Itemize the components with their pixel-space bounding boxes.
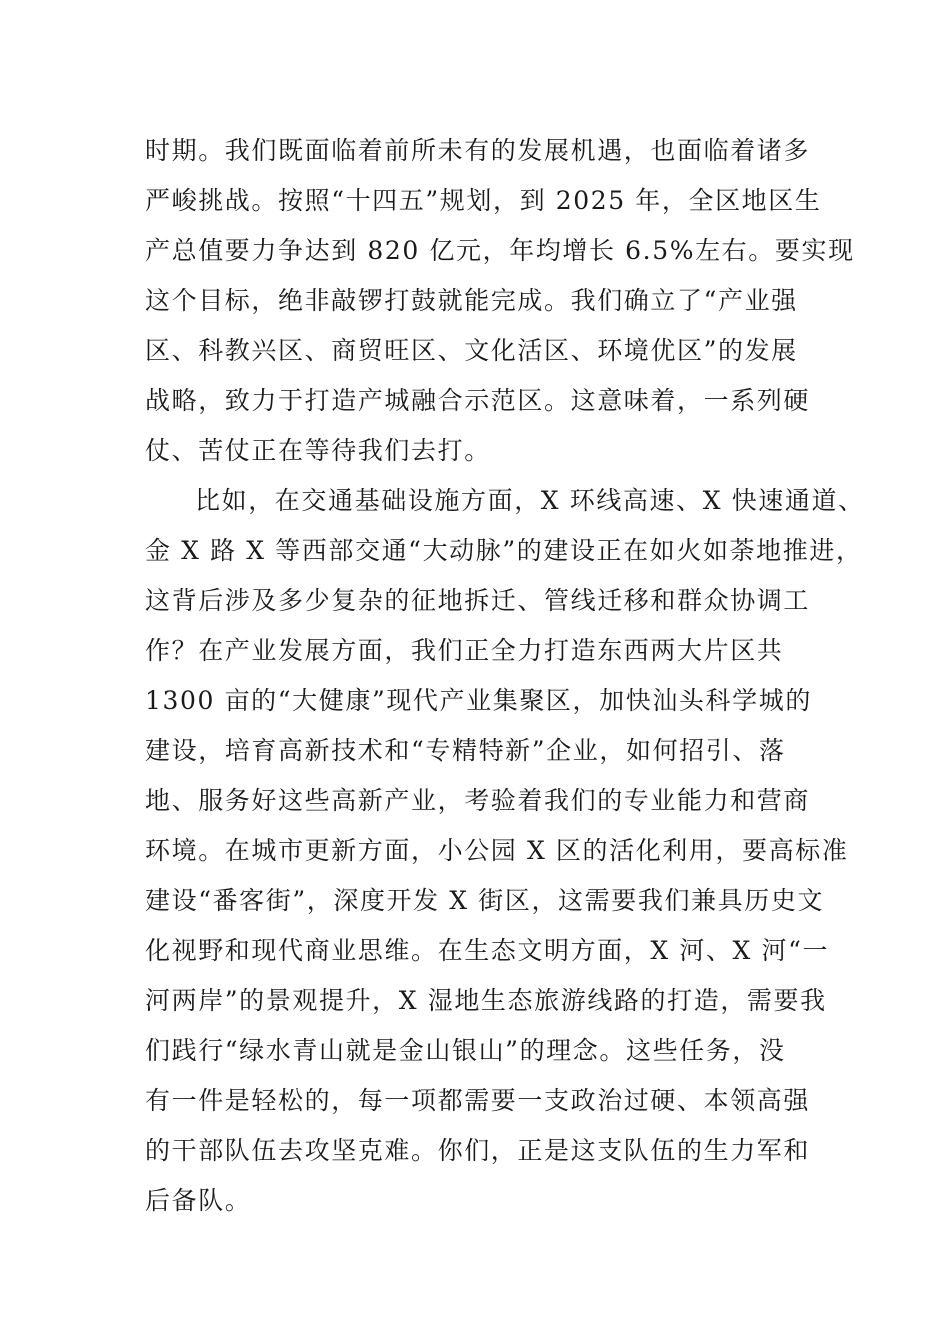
paragraph-line: 建设“番客街”，深度开发 X 街区，这需要我们兼具历史文 bbox=[145, 886, 825, 915]
paragraph-line: 河两岸”的景观提升，X 湿地生态旅游线路的打造，需要我 bbox=[145, 986, 827, 1015]
paragraph-line: 这个目标，绝非敲锣打鼓就能完成。我们确立了“产业强 bbox=[145, 286, 798, 315]
paragraph-line: 产总值要力争达到 820 亿元，年均增长 6.5%左右。要实现 bbox=[145, 236, 855, 265]
paragraph-line: 地、服务好这些高新产业，考验着我们的专业能力和营商 bbox=[145, 786, 811, 815]
paragraph-line: 作？在产业发展方面，我们正全力打造东西两大片区共 bbox=[145, 636, 784, 665]
paragraph-1 bbox=[145, 126, 855, 476]
paragraph-line: 金 X 路 X 等西部交通“大动脉”的建设正在如火如荼地推进， bbox=[145, 536, 863, 565]
paragraph-line: 严峻挑战。按照“十四五”规划，到 2025 年，全区地区生 bbox=[145, 186, 822, 215]
paragraph-line: 比如，在交通基础设施方面，X 环线高速、X 快速通道、 bbox=[195, 486, 865, 515]
paragraph-line: 时期。我们既面临着前所未有的发展机遇，也面临着诸多 bbox=[145, 136, 811, 165]
paragraph-line: 化视野和现代商业思维。在生态文明方面，X 河、X 河“一 bbox=[145, 936, 830, 965]
paragraph-line: 有一件是轻松的，每一项都需要一支政治过硬、本领高强 bbox=[145, 1086, 811, 1115]
paragraph-line: 后备队。 bbox=[145, 1186, 252, 1215]
paragraph-line: 战略，致力于打造产城融合示范区。这意味着，一系列硬 bbox=[145, 386, 811, 415]
paragraph-line: 的干部队伍去攻坚克难。你们，正是这支队伍的生力军和 bbox=[145, 1136, 811, 1165]
paragraph-line: 区、科教兴区、商贸旺区、文化活区、环境优区”的发展 bbox=[145, 336, 798, 365]
paragraph-line: 仗、苦仗正在等待我们去打。 bbox=[145, 436, 491, 465]
paragraph-line: 们践行“绿水青山就是金山银山”的理念。这些任务，没 bbox=[145, 1036, 786, 1065]
paragraph-line: 1300 亩的“大健康”现代产业集聚区，加快汕头科学城的 bbox=[145, 686, 812, 715]
paragraph-line: 这背后涉及多少复杂的征地拆迁、管线迁移和群众协调工 bbox=[145, 586, 811, 615]
paragraph-line: 建设，培育高新技术和“专精特新”企业，如何招引、落 bbox=[145, 736, 786, 765]
paragraph-2 bbox=[145, 476, 865, 1226]
paragraph-line: 环境。在城市更新方面，小公园 X 区的活化利用，要高标准 bbox=[145, 836, 849, 865]
